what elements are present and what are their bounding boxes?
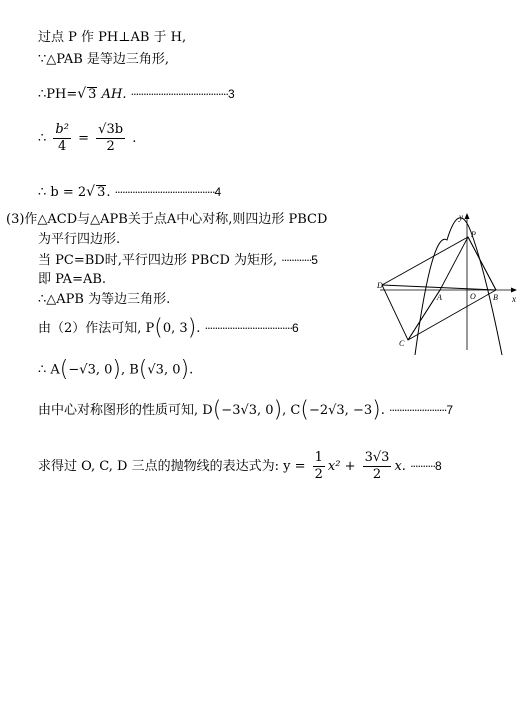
l11-end: . — [196, 321, 201, 336]
l3-dots: ······································· — [130, 88, 228, 101]
l4-den: 4 — [58, 139, 67, 154]
l13-prefix: 由中心对称图形的性质可知, D — [38, 403, 213, 418]
geometry-figure — [375, 210, 525, 355]
l12-a: ∴ A — [38, 362, 60, 378]
paren-open: ( — [154, 315, 163, 341]
l13-d: −3√3, 0 — [221, 403, 274, 418]
line-7: 为平行四边形. — [38, 232, 121, 247]
l11-mark: 6 — [291, 321, 299, 335]
l8-text: 当 PC=BD时,平行四边形 PBCD 为矩形, — [38, 253, 278, 268]
l14-prefix: 求得过 O, C, D 三点的抛物线的表达式为: y = — [38, 459, 306, 474]
l4-end: . — [132, 131, 137, 146]
label-d: D — [377, 281, 383, 290]
l14-end: x. — [394, 459, 406, 474]
paren-open-d: ( — [212, 397, 222, 423]
label-c: C — [399, 339, 405, 348]
l13-dots: ······················· — [389, 404, 447, 417]
l4-rnum-text: 3b — [106, 122, 124, 137]
l14-dots: ·········· — [410, 460, 436, 473]
paren-close-b: ) — [180, 357, 190, 382]
paren-close: ) — [187, 315, 197, 341]
l14-x2: x² + — [327, 459, 356, 474]
l11-dots: ··································· — [204, 322, 292, 335]
line-4 — [38, 122, 136, 155]
line-14 — [38, 450, 442, 483]
sqrt-sign: √ — [77, 86, 87, 102]
l5-prefix: ∴ b = 2 — [38, 185, 87, 200]
l3-mark: 3 — [227, 87, 235, 101]
parabola-curve — [415, 218, 502, 355]
label-x: x — [512, 294, 516, 304]
l5-dots: ········································ — [114, 186, 215, 199]
l4-fraction-right — [96, 122, 125, 155]
paren-open-b: ( — [138, 357, 148, 382]
l4-eq: = — [78, 131, 90, 146]
segment-db — [382, 285, 496, 290]
label-p: P — [471, 230, 476, 239]
l5-end: . — [106, 185, 111, 200]
l4-rnum: √3b — [98, 122, 124, 137]
line-6: (3)作△ACD与△APB关于点A中心对称,则四边形 PBCD — [6, 212, 328, 227]
l12-b-coords: √3, 0 — [147, 362, 181, 378]
l13-c: −2√3, −3 — [308, 403, 373, 418]
l14-frac1 — [313, 450, 325, 483]
line-1: 过点 P 作 PH⊥AB 于 H, — [38, 30, 187, 45]
l4-therefore: ∴ — [38, 131, 47, 146]
line-11 — [38, 315, 299, 341]
segment-pb — [468, 237, 496, 290]
l5-rad: 3 — [97, 185, 106, 200]
line-10: ∴△APB 为等边三角形. — [38, 292, 171, 307]
sqrt-sign-2: √ — [86, 184, 96, 200]
line-3 — [38, 86, 235, 103]
paren-open-c: ( — [300, 397, 309, 423]
label-a: A — [437, 293, 442, 302]
l13-end: . — [380, 403, 385, 418]
paren-close-d: ) — [273, 397, 283, 423]
l13-mark: 7 — [446, 403, 454, 417]
l14-den1: 2 — [314, 467, 323, 482]
l14-num2: 3√3 — [364, 450, 390, 465]
l8-mark: 5 — [311, 253, 318, 267]
parallelogram-pbcd — [382, 237, 496, 340]
l13-c-label: , C — [282, 403, 301, 418]
paren-open-a: ( — [59, 357, 69, 382]
l11-coords: 0, 3 — [162, 321, 188, 336]
l3-prefix: ∴PH= — [38, 87, 78, 102]
line-8 — [38, 252, 318, 269]
label-y: y — [459, 212, 463, 222]
line-12 — [38, 357, 194, 382]
l4-rden: 2 — [106, 139, 115, 154]
y-arrow — [465, 213, 470, 219]
l12-b: , B — [120, 362, 139, 378]
label-o: O — [470, 292, 476, 301]
paren-close-a: ) — [112, 357, 121, 382]
l11-prefix: 由（2）作法可知, P — [38, 321, 155, 336]
l4-num: b² — [55, 122, 69, 137]
l4-fraction-left — [53, 122, 71, 155]
l3-radicand: 3 — [88, 87, 97, 102]
l14-mark: 8 — [435, 459, 442, 473]
l12-end: . — [189, 362, 194, 378]
line-5 — [38, 184, 221, 201]
l14-den2: 2 — [372, 467, 382, 482]
l14-num1: 1 — [314, 450, 323, 465]
l5-mark: 4 — [214, 185, 222, 199]
l3-suffix: AH. — [101, 87, 127, 102]
l14-frac2 — [363, 450, 392, 483]
line-9: 即 PA=AB. — [38, 272, 107, 287]
l12-a-coords: −√3, 0 — [68, 362, 113, 378]
line-13 — [38, 397, 454, 423]
l8-dots: ············ — [281, 254, 312, 267]
line-2: ∵△PAB 是等边三角形, — [38, 52, 170, 67]
paren-close-c: ) — [372, 397, 381, 423]
x-arrow — [511, 288, 517, 293]
label-b: B — [493, 293, 498, 302]
